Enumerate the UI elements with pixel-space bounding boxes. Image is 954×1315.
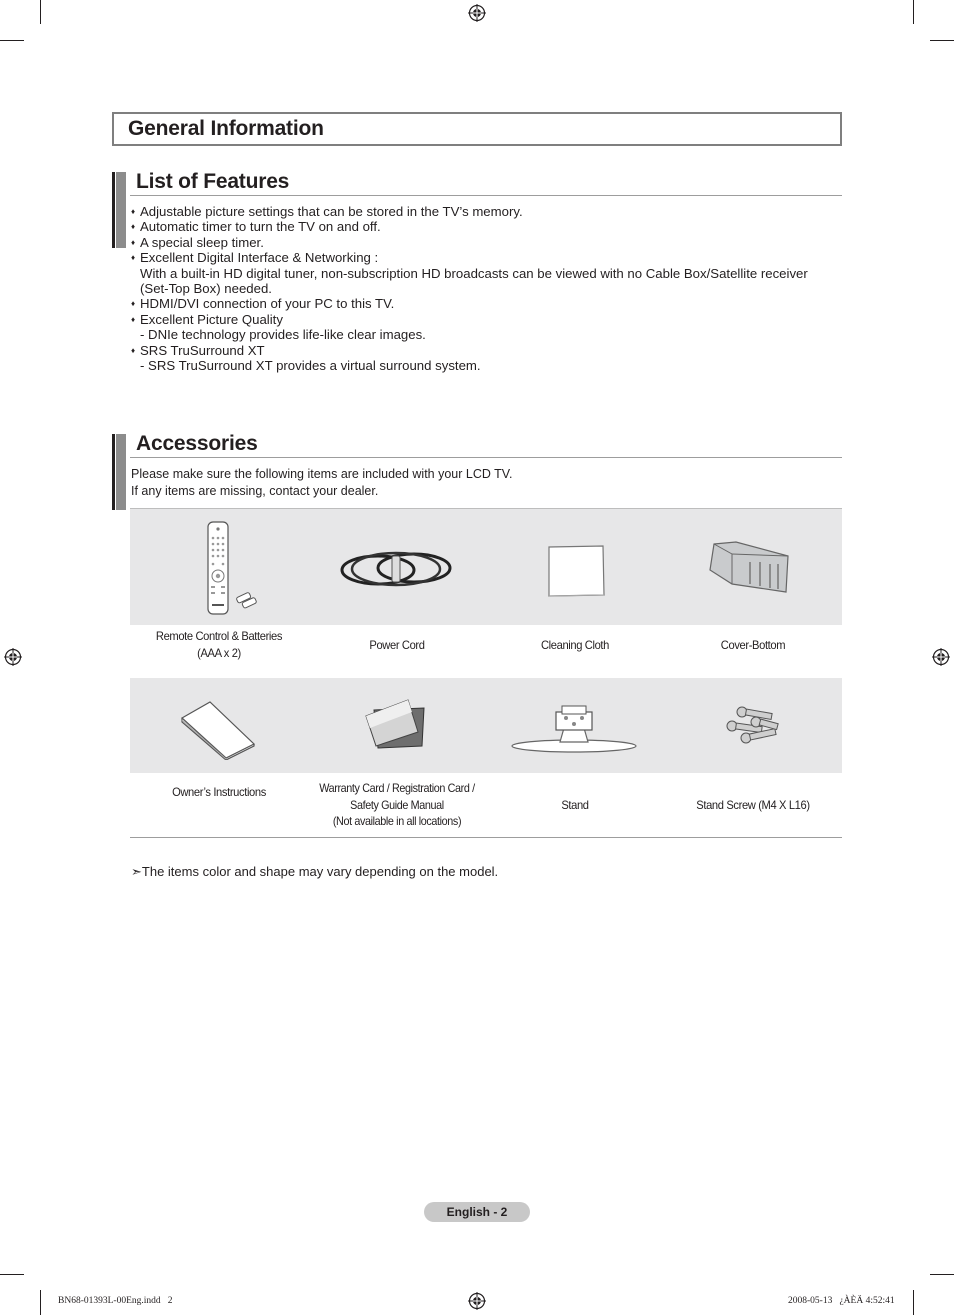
registration-mark-icon — [932, 648, 950, 666]
variation-note — [131, 864, 498, 880]
feature-item — [131, 296, 841, 311]
feature-item — [131, 312, 841, 327]
page-number-badge: English - 2 — [424, 1202, 530, 1222]
accessory-label — [670, 797, 836, 814]
crop-mark — [930, 40, 954, 41]
manual-icon — [180, 700, 256, 760]
label-line: Stand Screw (M4 X L16) — [696, 798, 810, 812]
note-text: The items color and shape may vary depending on the model. — [141, 864, 499, 879]
feature-item — [131, 250, 841, 265]
features-heading: List of Features — [136, 170, 290, 193]
accessory-label — [314, 781, 480, 831]
label-line: Stand — [561, 798, 589, 812]
cards-icon — [362, 698, 428, 750]
accessory-label — [136, 784, 302, 801]
section-sidebar-bar — [112, 434, 126, 510]
crop-mark — [930, 1274, 954, 1275]
label-line: Cleaning Cloth — [540, 638, 610, 652]
label-line: Owner’s Instructions — [172, 785, 266, 799]
label-line: Cover-Bottom — [720, 638, 786, 652]
label-line: Power Cord — [369, 638, 425, 652]
crop-mark — [913, 1290, 914, 1315]
feature-item — [131, 343, 841, 358]
feature-text: HDMI/DVI connection of your PC to this TV. — [140, 296, 395, 312]
intro-line: If any items are missing, contact your dealer. — [131, 484, 379, 498]
bullet-icon: ♦ — [131, 299, 136, 309]
bullet-icon: ♦ — [131, 222, 136, 232]
crop-mark — [0, 1274, 24, 1275]
accessory-label — [314, 637, 480, 654]
accessory-label — [492, 797, 658, 814]
file-slug: BN68-01393L-00Eng.indd 2 — [58, 1296, 173, 1306]
remote-control-icon — [198, 520, 260, 616]
grid-bottom-rule — [130, 837, 842, 838]
accessory-label — [670, 637, 836, 654]
accessories-heading: Accessories — [136, 432, 258, 455]
feature-item — [131, 204, 841, 219]
cover-bottom-icon — [706, 540, 790, 596]
feature-subtext: (Set-Top Box) needed. — [140, 281, 272, 297]
crop-mark — [40, 0, 41, 24]
bullet-icon: ♦ — [131, 253, 136, 263]
label-line: Remote Control & Batteries (AAA x 2) — [155, 629, 283, 660]
feature-text: A special sleep timer. — [140, 234, 264, 250]
feature-subtext: - SRS TruSurround XT provides a virtual surround system. — [140, 358, 481, 374]
feature-subtext: - DNIe technology provides life-like clear images. — [140, 327, 426, 343]
feature-text: Automatic timer to turn the TV on and off. — [140, 219, 381, 235]
bullet-icon: ♦ — [131, 345, 136, 355]
stand-icon — [510, 702, 638, 754]
intro-line: Please make sure the following items are included with your LCD TV. — [131, 467, 513, 481]
registration-mark-icon — [468, 4, 486, 22]
feature-text: Adjustable picture settings that can be stored in the TV’s memory. — [140, 204, 523, 219]
crop-mark — [40, 1290, 41, 1315]
crop-mark — [0, 40, 24, 41]
feature-item — [131, 235, 841, 250]
features-heading-rule — [130, 195, 842, 196]
date-slug: 2008-05-13 ¿ÀÈÄ 4:52:41 — [788, 1296, 895, 1306]
accessories-heading-rule — [130, 457, 842, 458]
bullet-icon: ♦ — [131, 207, 136, 216]
crop-mark — [913, 0, 914, 24]
note-marker-icon: ➣ — [131, 864, 142, 879]
power-cord-icon — [338, 548, 454, 590]
cleaning-cloth-icon — [546, 544, 606, 598]
feature-item — [131, 219, 841, 234]
label-line: Warranty Card / Registration Card / Safety Guide Manual (Not available in all locations) — [319, 782, 475, 828]
features-list — [131, 204, 841, 373]
section-title: General Information — [128, 117, 324, 140]
registration-mark-icon — [468, 1292, 486, 1310]
screws-icon — [724, 704, 782, 748]
registration-mark-icon — [4, 648, 22, 666]
accessory-label — [492, 637, 658, 654]
accessory-label — [136, 628, 302, 661]
bullet-icon: ♦ — [131, 314, 136, 324]
accessories-intro — [131, 466, 512, 500]
bullet-icon: ♦ — [131, 237, 136, 247]
feature-text: SRS TruSurround XT — [140, 342, 265, 358]
feature-text: Excellent Digital Interface & Networking : — [140, 250, 379, 266]
feature-subtext: With a built-in HD digital tuner, non-subscription HD broadcasts can be viewed with no Cable Box/Satellite receiver — [140, 265, 808, 281]
feature-text: Excellent Picture Quality — [140, 311, 283, 327]
section-sidebar-bar — [112, 172, 126, 248]
